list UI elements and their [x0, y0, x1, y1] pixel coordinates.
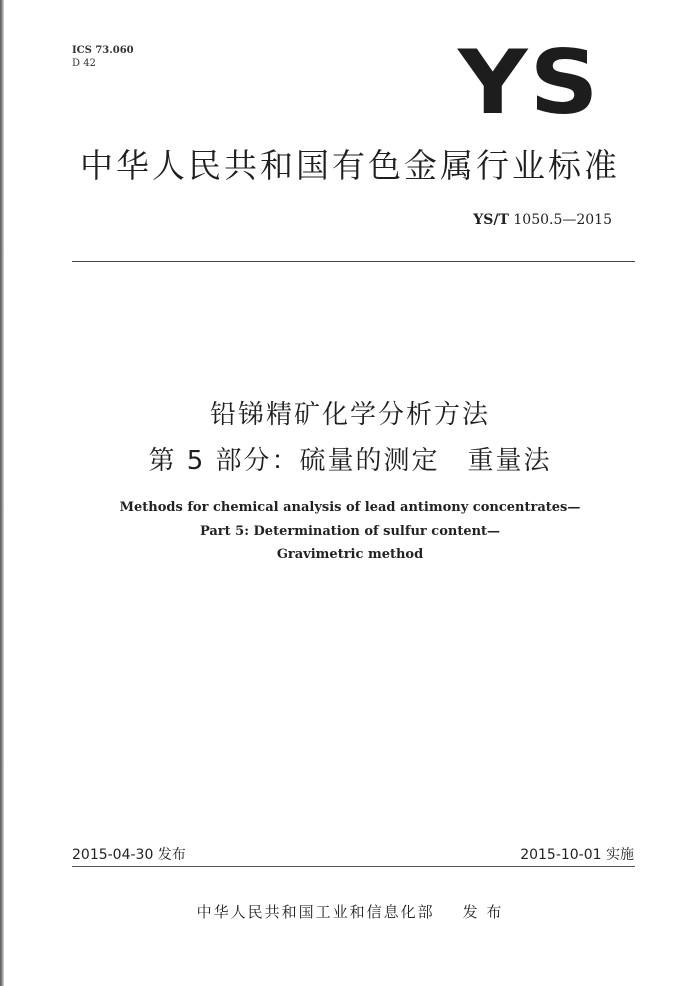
- header-divider: [72, 261, 635, 262]
- title-cn-line1: 铅锑精矿化学分析方法: [209, 400, 490, 430]
- ics-code: ICS 73.060: [72, 45, 134, 56]
- title-en-line3: Gravimetric method: [276, 547, 424, 562]
- implementation-date: 2015-10-01 实施: [520, 847, 634, 863]
- issue-date: 2015-04-30 发布: [72, 847, 186, 863]
- footer-divider: [72, 866, 635, 867]
- title-en-line2: Part 5: Determination of sulfur content—: [199, 524, 501, 539]
- title-en-line1: Methods for chemical analysis of lead antimony concentrates—: [119, 500, 581, 515]
- publisher: [0, 901, 700, 922]
- standard-number-prefix: YS/T: [473, 212, 509, 228]
- title-cn-line2: 第 5 部分：硫量的测定 重量法: [148, 446, 552, 476]
- classification-codes: [72, 44, 134, 70]
- ys-logo: YS: [458, 30, 601, 134]
- standard-number: [473, 212, 612, 228]
- standard-number-value: 1050.5—2015: [513, 212, 612, 228]
- publisher-name: 中华人民共和国工业和信息化部: [196, 903, 435, 921]
- publisher-action: 发 布: [462, 903, 504, 921]
- standard-title: 中华人民共和国有色金属行业标准: [80, 146, 620, 185]
- ccs-code: D 42: [72, 58, 96, 69]
